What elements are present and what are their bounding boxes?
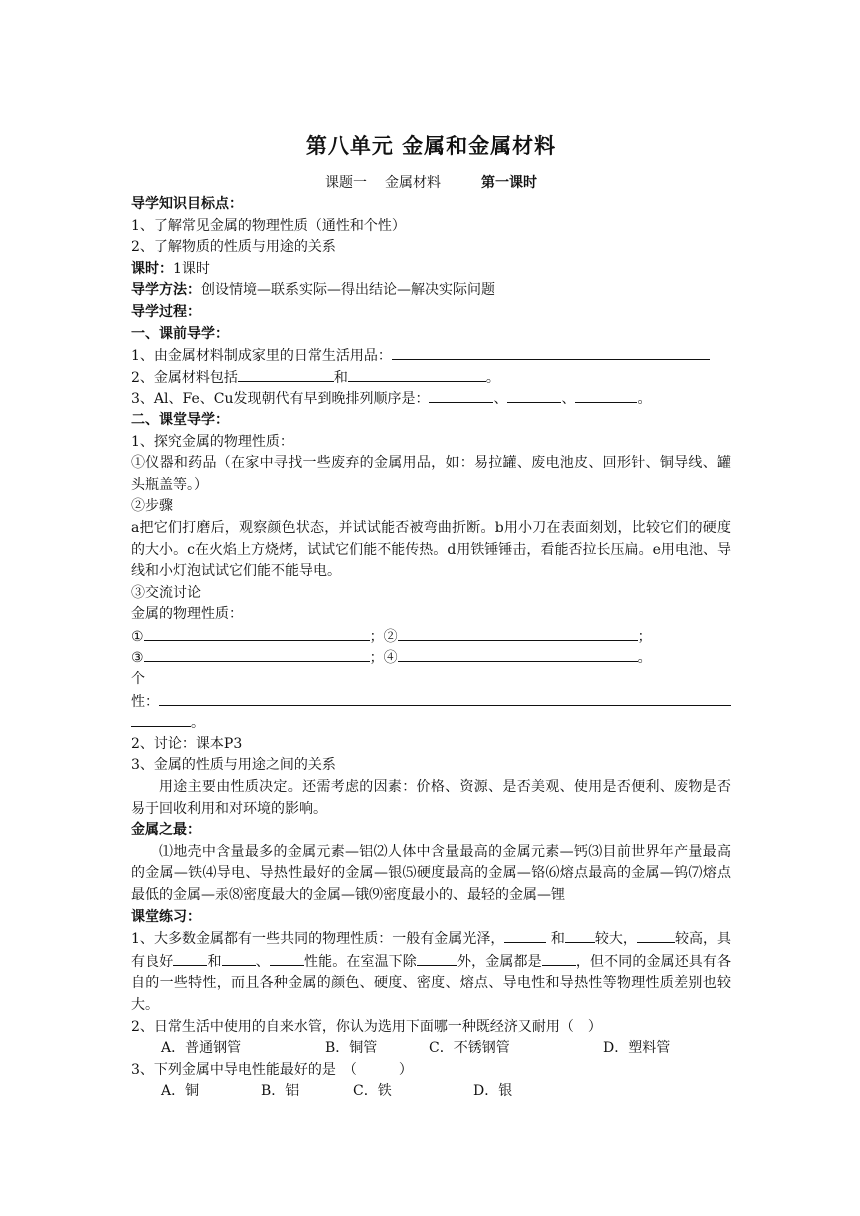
individuality-label-top: 个 xyxy=(131,671,145,688)
objective-item: 2、了解物质的性质与用途的关系 xyxy=(131,239,336,256)
objectives-heading: 导学知识目标点： xyxy=(131,196,243,212)
question-text: 3、Al、Fe、Cu发现朝代有早到晚排列顺序是： xyxy=(131,391,430,408)
question-text: 外，金属都是 xyxy=(456,953,542,970)
option-b[interactable]: B．铝 xyxy=(261,1083,300,1100)
process-heading: 导学过程： xyxy=(131,303,201,320)
pre-class-q3 xyxy=(131,388,731,410)
steps-label: ②步骤 xyxy=(131,498,173,515)
answer-blank[interactable] xyxy=(429,388,493,403)
question-text: 2、金属材料包括 xyxy=(131,369,238,386)
properties-label: 金属的物理性质： xyxy=(131,606,243,623)
practice-q2-options xyxy=(131,1038,731,1060)
individuality-label-bottom: 性： xyxy=(131,693,159,710)
question-text: 较高，具有良好 xyxy=(131,931,732,970)
pre-class-q2 xyxy=(131,367,731,389)
lesson-subtitle xyxy=(131,172,731,194)
punctuation: ； xyxy=(369,628,384,645)
session-label: 第一课时 xyxy=(481,175,537,191)
practice-heading: 课堂练习： xyxy=(131,908,201,925)
objective-item: 1、了解常见金属的物理性质（通性和个性） xyxy=(131,217,406,234)
practice-q1 xyxy=(131,928,731,1016)
class-hours-value: 1课时 xyxy=(173,260,210,277)
option-a[interactable]: A．普通钢管 xyxy=(161,1040,242,1057)
superlatives-text: ⑴地壳中含量最多的金属元素—铝⑵人体中含量最高的金属元素—钙⑶目前世界年产量最高的金属—铁⑷导电、导热性最好的金属—银⑸硬度最高的金属—铬⑹熔点最高的金属—钨⑺熔点最低的金属—汞⑻密度最大的金属—锇⑼密度最小的、最轻的金属—锂 xyxy=(131,843,731,903)
question-text: 1、由金属材料制成家里的日常生活用品： xyxy=(131,348,392,365)
punctuation: 、 xyxy=(493,391,508,408)
method-label: 导学方法： xyxy=(131,282,201,299)
option-a[interactable]: A．铜 xyxy=(161,1083,200,1100)
circled-number: ② xyxy=(383,628,398,645)
question-text: 和 xyxy=(207,953,222,970)
instruments-text: ①仪器和药品（在家中寻找一些废弃的金属用品，如：易拉罐、废电池皮、回形针、铜导线、罐头瓶盖等。） xyxy=(131,455,731,493)
answer-blank[interactable] xyxy=(173,951,207,966)
question-text: 性能。在室温下除 xyxy=(303,953,417,970)
question-text: 1、大多数金属都有一些共同的物理性质：一般有金属光泽， xyxy=(131,931,505,948)
punctuation: 。 xyxy=(637,650,652,667)
answer-blank[interactable] xyxy=(398,626,638,641)
answer-blank[interactable] xyxy=(144,626,370,641)
answer-blank[interactable] xyxy=(144,647,370,662)
practice-q2: 2、日常生活中使用的自来水管，你认为选用下面哪一种既经济又耐用（ ） xyxy=(131,1018,602,1035)
answer-blank[interactable] xyxy=(637,928,675,943)
steps-text: a把它们打磨后，观察颜色状态，并试试能否被弯曲折断。b用小刀在表面刻划，比较它们的硬度的大小。c在火焰上方烧烤，试试它们能不能传热。d用铁锤锤击，看能否拉长压扁。e用电池、导线和小灯泡试试它们能不能导电。 xyxy=(131,519,731,580)
question-text: 和 xyxy=(546,931,565,948)
answer-blank[interactable] xyxy=(131,712,191,727)
answer-blank[interactable] xyxy=(222,951,256,966)
individuality-row-2 xyxy=(131,712,731,734)
question-text: 和 xyxy=(333,369,348,386)
option-c[interactable]: C．铁 xyxy=(353,1083,392,1100)
answer-blank[interactable] xyxy=(507,388,561,403)
punctuation: ； xyxy=(369,650,384,667)
explore-item: 1、探究金属的物理性质： xyxy=(131,433,294,450)
answer-blank[interactable] xyxy=(398,647,638,662)
punctuation: 、 xyxy=(561,391,576,408)
answer-blank[interactable] xyxy=(270,951,304,966)
answer-blank[interactable] xyxy=(504,928,546,943)
relation-item: 3、金属的性质与用途之间的关系 xyxy=(131,757,336,774)
superlatives-heading: 金属之最： xyxy=(131,822,201,839)
pre-class-heading: 一、课前导学： xyxy=(131,325,229,342)
option-d[interactable]: D．银 xyxy=(473,1083,513,1100)
answer-blank[interactable] xyxy=(542,951,576,966)
in-class-heading: 二、课堂导学： xyxy=(131,411,229,428)
practice-q3: 3、下列金属中导电性能最好的是 （ ） xyxy=(131,1061,413,1078)
answer-blank[interactable] xyxy=(575,388,637,403)
answer-blank[interactable] xyxy=(238,367,334,382)
option-b[interactable]: B．铜管 xyxy=(325,1040,378,1057)
option-c[interactable]: C．不锈钢管 xyxy=(429,1040,510,1057)
discuss-label: ③交流讨论 xyxy=(131,584,201,601)
answer-blank[interactable] xyxy=(565,928,595,943)
option-d[interactable]: D．塑料管 xyxy=(603,1040,671,1057)
circled-number: ④ xyxy=(383,650,398,667)
page-title: 第八单元 金属和金属材料 xyxy=(305,134,557,158)
properties-row-1 xyxy=(131,626,731,648)
circled-number: ① xyxy=(131,628,144,645)
punctuation: 。 xyxy=(485,369,500,386)
class-hours xyxy=(131,259,731,281)
class-hours-label: 课时： xyxy=(131,260,173,277)
properties-row-2 xyxy=(131,647,731,669)
teaching-method xyxy=(131,280,731,302)
topic-number: 课题一 xyxy=(325,175,367,191)
discuss-item: 2、讨论：课本P3 xyxy=(131,735,243,752)
answer-blank[interactable] xyxy=(159,691,731,706)
punctuation: ； xyxy=(637,628,652,645)
practice-q3-options xyxy=(131,1081,731,1103)
punctuation: 。 xyxy=(637,391,652,408)
document-page xyxy=(131,128,731,1103)
question-text: 、 xyxy=(255,953,270,970)
individuality-row xyxy=(131,691,731,713)
answer-blank[interactable] xyxy=(392,345,710,360)
pre-class-q1 xyxy=(131,345,731,367)
answer-blank[interactable] xyxy=(348,367,486,382)
question-text: ，但不同的金属还具有各自的一些特性，而且各种金属的颜色、硬度、密度、熔点、导电性和导热性等物理性质差别也较大。 xyxy=(131,953,732,1013)
answer-blank[interactable] xyxy=(417,951,457,966)
topic-name: 金属材料 xyxy=(385,175,441,191)
question-text: 较大， xyxy=(594,931,637,948)
method-value: 创设情境—联系实际—得出结论—解决实际问题 xyxy=(201,282,495,299)
circled-number: ③ xyxy=(131,650,144,667)
relation-text: 用途主要由性质决定。还需考虑的因素：价格、资源、是否美观、使用是否便利、废物是否易于回收利用和对环境的影响。 xyxy=(131,779,731,817)
punctuation: 。 xyxy=(191,715,205,732)
